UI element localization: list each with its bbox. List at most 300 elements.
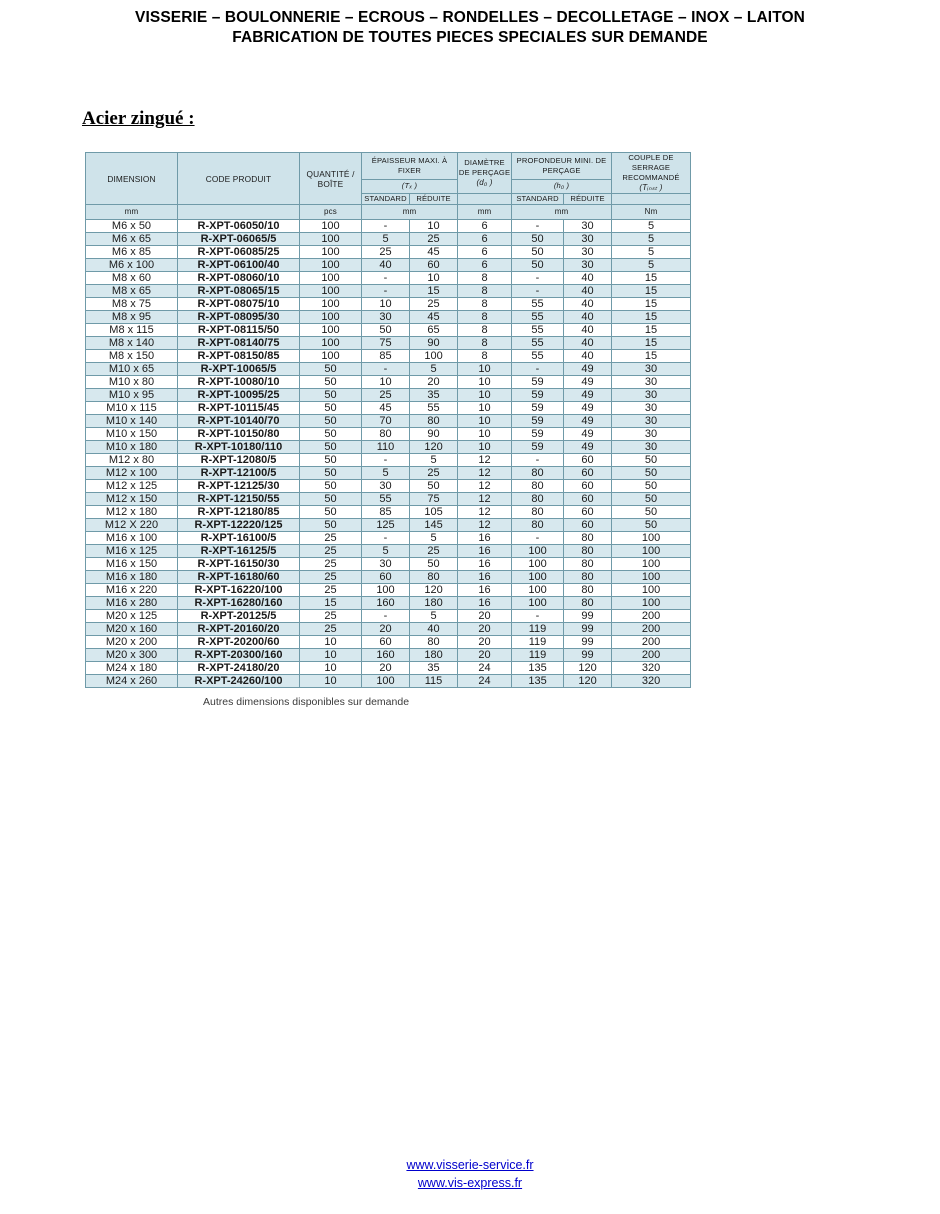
cell-epaisseur-standard: 110 [362,441,410,454]
cell-epaisseur-reduite: 5 [410,610,458,623]
cell-diametre: 10 [458,376,512,389]
cell-code-produit: R-XPT-08115/50 [178,324,300,337]
table-row [86,285,691,298]
table-row [86,415,691,428]
cell-profondeur-reduite: 49 [564,402,612,415]
cell-dimension: M6 x 100 [86,259,178,272]
table-row [86,376,691,389]
cell-quantite: 15 [300,597,362,610]
cell-profondeur-reduite: 60 [564,454,612,467]
footer-links [0,1156,940,1192]
unit-dimension: mm [86,205,178,220]
cell-profondeur-standard: 50 [512,233,564,246]
cell-epaisseur-standard: 160 [362,597,410,610]
link-visserie-service[interactable]: www.visserie-service.fr [406,1158,534,1172]
cell-epaisseur-reduite: 100 [410,350,458,363]
cell-quantite: 10 [300,649,362,662]
cell-code-produit: R-XPT-10080/10 [178,376,300,389]
cell-couple: 5 [612,220,691,233]
table-row [86,363,691,376]
table-row [86,532,691,545]
cell-dimension: M10 x 140 [86,415,178,428]
cell-dimension: M20 x 300 [86,649,178,662]
cell-couple: 30 [612,415,691,428]
header-couple-symbol: (Tᵢₙₛₜ ) [639,183,663,192]
table-row [86,649,691,662]
cell-quantite: 50 [300,519,362,532]
cell-profondeur-reduite: 30 [564,246,612,259]
cell-profondeur-standard: 55 [512,350,564,363]
cell-dimension: M20 x 200 [86,636,178,649]
cell-profondeur-reduite: 80 [564,571,612,584]
cell-epaisseur-reduite: 105 [410,506,458,519]
cell-profondeur-reduite: 60 [564,519,612,532]
cell-epaisseur-reduite: 10 [410,272,458,285]
cell-dimension: M8 x 150 [86,350,178,363]
table-row [86,311,691,324]
spec-table-container [85,152,690,708]
cell-code-produit: R-XPT-10065/5 [178,363,300,376]
cell-epaisseur-standard: 30 [362,311,410,324]
cell-epaisseur-reduite: 25 [410,467,458,480]
cell-profondeur-reduite: 80 [564,532,612,545]
cell-epaisseur-reduite: 115 [410,675,458,688]
cell-epaisseur-reduite: 40 [410,623,458,636]
cell-epaisseur-standard: 100 [362,584,410,597]
cell-profondeur-reduite: 49 [564,415,612,428]
cell-dimension: M6 x 85 [86,246,178,259]
cell-diametre: 10 [458,389,512,402]
cell-diametre: 10 [458,441,512,454]
cell-dimension: M24 x 260 [86,675,178,688]
cell-profondeur-standard: 50 [512,259,564,272]
cell-code-produit: R-XPT-12125/30 [178,480,300,493]
cell-epaisseur-reduite: 120 [410,441,458,454]
cell-epaisseur-standard: 80 [362,428,410,441]
cell-couple: 50 [612,506,691,519]
header-row-main [86,153,691,180]
cell-couple: 100 [612,558,691,571]
cell-quantite: 100 [300,311,362,324]
cell-epaisseur-standard: - [362,532,410,545]
cell-epaisseur-standard: 25 [362,246,410,259]
cell-dimension: M8 x 115 [86,324,178,337]
cell-quantite: 50 [300,402,362,415]
cell-profondeur-standard: 100 [512,584,564,597]
cell-code-produit: R-XPT-12100/5 [178,467,300,480]
cell-epaisseur-standard: 20 [362,623,410,636]
table-row [86,545,691,558]
cell-epaisseur-reduite: 80 [410,415,458,428]
cell-couple: 50 [612,519,691,532]
link-vis-express[interactable]: www.vis-express.fr [417,1176,523,1190]
table-row [86,597,691,610]
cell-profondeur-reduite: 30 [564,220,612,233]
cell-profondeur-standard: 80 [512,519,564,532]
cell-quantite: 50 [300,493,362,506]
cell-diametre: 6 [458,246,512,259]
cell-quantite: 25 [300,623,362,636]
table-row [86,298,691,311]
cell-dimension: M20 x 125 [86,610,178,623]
cell-epaisseur-standard: 10 [362,376,410,389]
cell-quantite: 100 [300,350,362,363]
cell-code-produit: R-XPT-06050/10 [178,220,300,233]
cell-dimension: M12 x 150 [86,493,178,506]
cell-epaisseur-standard: 5 [362,233,410,246]
cell-dimension: M10 x 80 [86,376,178,389]
cell-profondeur-standard: 80 [512,467,564,480]
cell-code-produit: R-XPT-16220/100 [178,584,300,597]
cell-epaisseur-standard: 60 [362,571,410,584]
cell-diametre: 16 [458,545,512,558]
cell-epaisseur-standard: 125 [362,519,410,532]
document-header [0,0,940,48]
cell-epaisseur-reduite: 5 [410,363,458,376]
cell-epaisseur-reduite: 90 [410,337,458,350]
cell-profondeur-standard: 59 [512,415,564,428]
cell-profondeur-standard: 80 [512,506,564,519]
cell-code-produit: R-XPT-08060/10 [178,272,300,285]
cell-couple: 15 [612,337,691,350]
cell-code-produit: R-XPT-10140/70 [178,415,300,428]
cell-profondeur-reduite: 49 [564,428,612,441]
cell-code-produit: R-XPT-16125/5 [178,545,300,558]
cell-diametre: 6 [458,233,512,246]
cell-epaisseur-reduite: 25 [410,233,458,246]
cell-profondeur-reduite: 99 [564,610,612,623]
cell-epaisseur-reduite: 50 [410,480,458,493]
cell-diametre: 8 [458,350,512,363]
cell-profondeur-reduite: 40 [564,324,612,337]
header-profondeur-standard: STANDARD [512,194,564,205]
cell-epaisseur-standard: - [362,454,410,467]
cell-code-produit: R-XPT-10115/45 [178,402,300,415]
cell-diametre: 16 [458,597,512,610]
cell-quantite: 50 [300,376,362,389]
cell-quantite: 50 [300,467,362,480]
cell-dimension: M12 x 180 [86,506,178,519]
cell-couple: 100 [612,545,691,558]
cell-epaisseur-standard: 40 [362,259,410,272]
header-dimension: DIMENSION [86,153,178,205]
cell-diametre: 20 [458,610,512,623]
cell-epaisseur-reduite: 80 [410,636,458,649]
table-row [86,623,691,636]
table-row [86,246,691,259]
cell-profondeur-reduite: 40 [564,285,612,298]
cell-couple: 15 [612,272,691,285]
cell-epaisseur-reduite: 180 [410,597,458,610]
cell-quantite: 50 [300,454,362,467]
cell-profondeur-standard: 135 [512,662,564,675]
cell-epaisseur-reduite: 25 [410,545,458,558]
cell-quantite: 100 [300,285,362,298]
header-quantite-boite: QUANTITÉ / BOÎTE [300,153,362,205]
cell-diametre: 12 [458,467,512,480]
cell-epaisseur-reduite: 25 [410,298,458,311]
cell-epaisseur-reduite: 60 [410,259,458,272]
cell-diametre: 12 [458,493,512,506]
cell-profondeur-standard: 59 [512,376,564,389]
cell-profondeur-standard: 100 [512,571,564,584]
cell-profondeur-standard: 119 [512,623,564,636]
cell-profondeur-reduite: 60 [564,493,612,506]
cell-dimension: M8 x 75 [86,298,178,311]
cell-quantite: 25 [300,532,362,545]
cell-quantite: 50 [300,506,362,519]
cell-profondeur-reduite: 40 [564,311,612,324]
cell-profondeur-reduite: 49 [564,441,612,454]
cell-profondeur-standard: - [512,532,564,545]
cell-couple: 30 [612,441,691,454]
cell-epaisseur-standard: 75 [362,337,410,350]
cell-profondeur-standard: 59 [512,389,564,402]
cell-profondeur-standard: 135 [512,675,564,688]
cell-profondeur-standard: - [512,272,564,285]
cell-couple: 5 [612,246,691,259]
cell-code-produit: R-XPT-24260/100 [178,675,300,688]
cell-diametre: 10 [458,363,512,376]
cell-epaisseur-reduite: 5 [410,454,458,467]
table-row [86,506,691,519]
cell-code-produit: R-XPT-12180/85 [178,506,300,519]
cell-quantite: 50 [300,441,362,454]
cell-couple: 30 [612,402,691,415]
cell-code-produit: R-XPT-06085/25 [178,246,300,259]
header-profondeur-mini: PROFONDEUR MINI. DE PERÇAGE [512,153,612,180]
table-row [86,467,691,480]
cell-couple: 5 [612,233,691,246]
cell-dimension: M10 x 150 [86,428,178,441]
cell-couple: 100 [612,597,691,610]
cell-epaisseur-reduite: 5 [410,532,458,545]
cell-profondeur-reduite: 99 [564,623,612,636]
cell-dimension: M16 x 150 [86,558,178,571]
cell-profondeur-standard: 55 [512,311,564,324]
cell-diametre: 12 [458,519,512,532]
cell-epaisseur-standard: 5 [362,545,410,558]
cell-dimension: M8 x 60 [86,272,178,285]
cell-profondeur-reduite: 120 [564,662,612,675]
cell-profondeur-reduite: 60 [564,467,612,480]
cell-couple: 200 [612,623,691,636]
cell-code-produit: R-XPT-16150/30 [178,558,300,571]
cell-diametre: 20 [458,623,512,636]
cell-profondeur-standard: 59 [512,428,564,441]
cell-code-produit: R-XPT-12080/5 [178,454,300,467]
cell-epaisseur-reduite: 55 [410,402,458,415]
table-row [86,454,691,467]
table-row [86,571,691,584]
cell-couple: 200 [612,610,691,623]
cell-dimension: M16 x 280 [86,597,178,610]
cell-diametre: 8 [458,337,512,350]
cell-epaisseur-standard: 20 [362,662,410,675]
cell-profondeur-reduite: 30 [564,259,612,272]
cell-profondeur-standard: - [512,610,564,623]
cell-epaisseur-standard: 160 [362,649,410,662]
cell-dimension: M8 x 95 [86,311,178,324]
cell-code-produit: R-XPT-20160/20 [178,623,300,636]
unit-epaisseur: mm [362,205,458,220]
table-row [86,636,691,649]
cell-epaisseur-reduite: 120 [410,584,458,597]
cell-profondeur-reduite: 60 [564,506,612,519]
cell-couple: 5 [612,259,691,272]
cell-diametre: 16 [458,558,512,571]
cell-dimension: M16 x 125 [86,545,178,558]
cell-epaisseur-reduite: 45 [410,246,458,259]
table-row [86,220,691,233]
cell-couple: 100 [612,532,691,545]
cell-epaisseur-standard: - [362,272,410,285]
cell-dimension: M16 x 100 [86,532,178,545]
cell-dimension: M16 x 220 [86,584,178,597]
cell-profondeur-standard: - [512,220,564,233]
cell-profondeur-reduite: 99 [564,636,612,649]
cell-epaisseur-reduite: 10 [410,220,458,233]
cell-epaisseur-reduite: 35 [410,662,458,675]
cell-code-produit: R-XPT-08075/10 [178,298,300,311]
table-row [86,402,691,415]
cell-diametre: 10 [458,415,512,428]
cell-profondeur-standard: - [512,454,564,467]
cell-diametre: 6 [458,220,512,233]
cell-quantite: 50 [300,480,362,493]
cell-couple: 50 [612,493,691,506]
table-row [86,493,691,506]
cell-profondeur-reduite: 60 [564,480,612,493]
cell-code-produit: R-XPT-10095/25 [178,389,300,402]
header-diametre-symbol: (d₀ ) [476,178,493,187]
cell-profondeur-reduite: 49 [564,389,612,402]
cell-code-produit: R-XPT-08095/30 [178,311,300,324]
table-note: Autres dimensions disponibles sur demande [203,696,410,708]
cell-couple: 320 [612,662,691,675]
cell-couple: 15 [612,324,691,337]
table-row [86,610,691,623]
cell-dimension: M6 x 50 [86,220,178,233]
cell-couple: 50 [612,467,691,480]
footer-line-1 [0,1156,940,1174]
cell-profondeur-standard: - [512,363,564,376]
cell-dimension: M12 x 125 [86,480,178,493]
cell-couple: 100 [612,584,691,597]
cell-couple: 200 [612,636,691,649]
cell-epaisseur-standard: 55 [362,493,410,506]
cell-epaisseur-standard: - [362,363,410,376]
cell-profondeur-reduite: 49 [564,376,612,389]
table-row [86,480,691,493]
cell-couple: 50 [612,480,691,493]
cell-code-produit: R-XPT-24180/20 [178,662,300,675]
table-row [86,558,691,571]
cell-profondeur-standard: 100 [512,597,564,610]
cell-dimension: M16 x 180 [86,571,178,584]
cell-quantite: 100 [300,220,362,233]
cell-quantite: 10 [300,675,362,688]
cell-dimension: M10 x 115 [86,402,178,415]
table-row [86,350,691,363]
cell-code-produit: R-XPT-20300/160 [178,649,300,662]
table-row [86,519,691,532]
cell-profondeur-standard: 119 [512,649,564,662]
cell-epaisseur-standard: 45 [362,402,410,415]
cell-epaisseur-standard: 70 [362,415,410,428]
cell-profondeur-reduite: 80 [564,545,612,558]
unit-code-blank [178,205,300,220]
cell-epaisseur-reduite: 145 [410,519,458,532]
cell-profondeur-reduite: 80 [564,558,612,571]
cell-couple: 320 [612,675,691,688]
cell-epaisseur-standard: 50 [362,324,410,337]
cell-code-produit: R-XPT-10150/80 [178,428,300,441]
cell-diametre: 12 [458,454,512,467]
cell-dimension: M8 x 65 [86,285,178,298]
cell-code-produit: R-XPT-08150/85 [178,350,300,363]
cell-quantite: 25 [300,610,362,623]
cell-dimension: M12 x 100 [86,467,178,480]
cell-profondeur-reduite: 80 [564,584,612,597]
cell-couple: 30 [612,428,691,441]
header-diametre-percage-label: DIAMÈTRE DE PERÇAGE [458,158,511,177]
cell-quantite: 100 [300,259,362,272]
cell-epaisseur-reduite: 180 [410,649,458,662]
cell-couple: 30 [612,363,691,376]
cell-diametre: 8 [458,311,512,324]
cell-dimension: M10 x 95 [86,389,178,402]
header-epaisseur-standard: STANDARD [362,194,410,205]
cell-epaisseur-standard: 25 [362,389,410,402]
cell-code-produit: R-XPT-20200/60 [178,636,300,649]
cell-dimension: M20 x 160 [86,623,178,636]
cell-diametre: 8 [458,285,512,298]
cell-code-produit: R-XPT-16100/5 [178,532,300,545]
footer-line-2 [0,1174,940,1192]
header-profondeur-symbol: (h₀ ) [512,179,612,193]
header-couple-serrage [612,153,691,194]
table-row [86,233,691,246]
table-row [86,389,691,402]
cell-dimension: M8 x 140 [86,337,178,350]
cell-profondeur-standard: 80 [512,480,564,493]
cell-profondeur-standard: 55 [512,324,564,337]
cell-diametre: 20 [458,636,512,649]
table-head [86,153,691,220]
cell-diametre: 24 [458,662,512,675]
header-row-units [86,205,691,220]
cell-dimension: M12 x 80 [86,454,178,467]
cell-code-produit: R-XPT-08140/75 [178,337,300,350]
cell-quantite: 100 [300,272,362,285]
table-row [86,337,691,350]
cell-code-produit: R-XPT-10180/110 [178,441,300,454]
table-row [86,662,691,675]
cell-couple: 30 [612,389,691,402]
cell-epaisseur-standard: 85 [362,350,410,363]
cell-quantite: 100 [300,337,362,350]
header-epaisseur-symbol: (Tₓ ) [362,179,458,193]
cell-profondeur-standard: 100 [512,545,564,558]
spec-table [85,152,691,688]
cell-profondeur-reduite: 40 [564,298,612,311]
cell-epaisseur-standard: 60 [362,636,410,649]
cell-epaisseur-standard: - [362,610,410,623]
cell-couple: 15 [612,350,691,363]
cell-profondeur-reduite: 40 [564,337,612,350]
header-epaisseur-reduite: RÉDUITE [410,194,458,205]
